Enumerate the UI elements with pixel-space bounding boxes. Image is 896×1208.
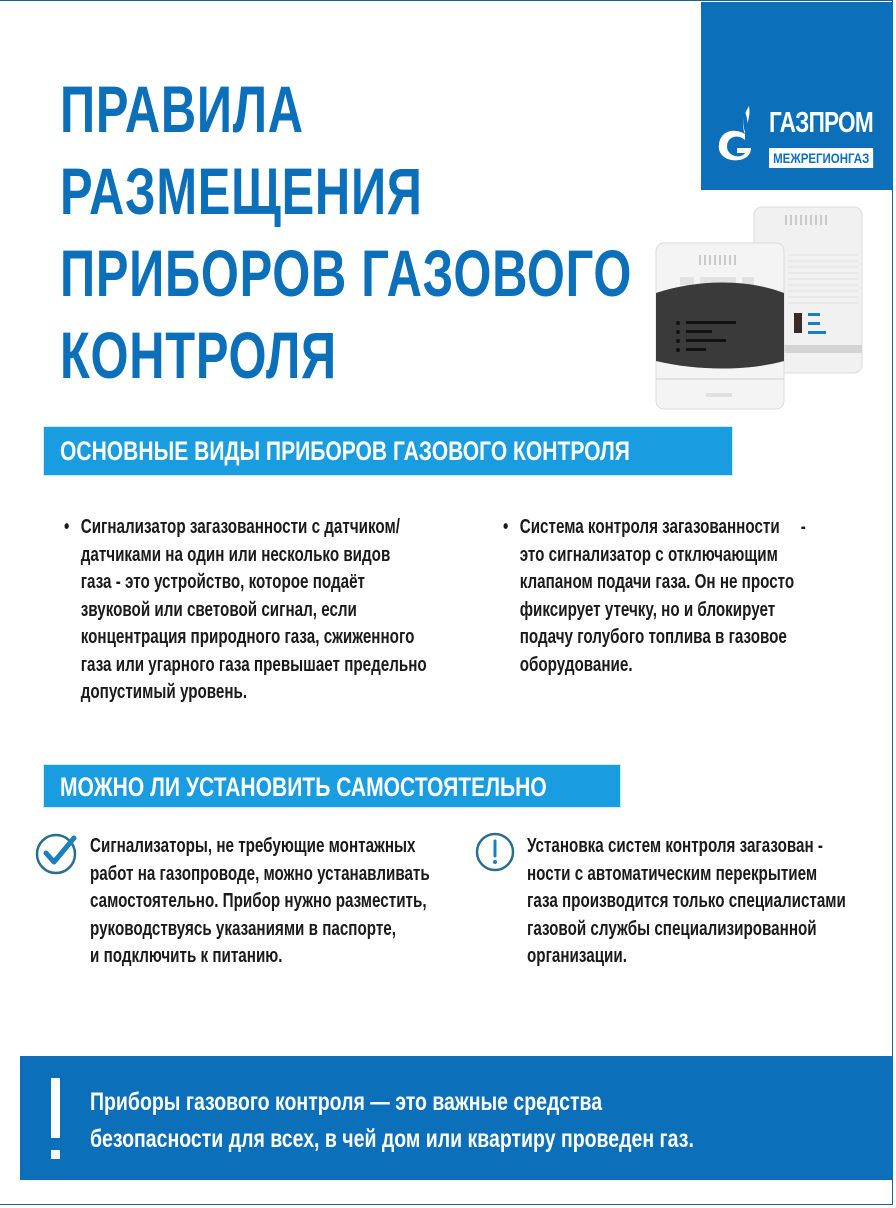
section-heading-text: МОЖНО ЛИ УСТАНОВИТЬ САМОСТОЯТЕЛЬНО — [60, 772, 547, 802]
text-line — [503, 514, 806, 542]
text-line: и подключить к питанию. — [90, 945, 283, 967]
text-line: это сигнализатор с отключающим — [519, 543, 778, 566]
text-line: руководствуясь указаниями в паспорте, — [90, 917, 396, 940]
text-line: оборудование. — [519, 653, 633, 676]
text-line-content: Система контроля загазованности - — [519, 516, 806, 538]
text-line: Установка систем контроля загазован - — [527, 835, 823, 857]
footer-callout — [20, 1056, 893, 1180]
title-line: ПРАВИЛА — [60, 72, 304, 146]
section-heading-device-types — [44, 427, 732, 475]
title-line: РАЗМЕЩЕНИЯ — [60, 154, 423, 228]
text-line: Приборы газового контроля — это важные средства — [90, 1088, 603, 1116]
logo-subtitle: МЕЖРЕГИОНГАЗ — [769, 148, 873, 168]
bullet-icon: • — [503, 516, 509, 538]
text-line: допустимый уровень. — [80, 681, 248, 703]
device-type-item-detector — [64, 514, 427, 707]
text-line: газа или угарного газа превышает предельно — [80, 653, 427, 676]
checkmark-circle-icon — [34, 830, 80, 876]
gas-detector-devices-icon — [648, 205, 868, 415]
gazprom-logo — [701, 2, 893, 190]
text-line: звуковой или световой сигнал, если — [80, 598, 357, 621]
bullet-icon: • — [64, 516, 70, 538]
text-line: безопасности для всех, в чей дом или квартиру проведен газ. — [90, 1125, 694, 1153]
text-line: клапаном подачи газа. Он не просто — [519, 571, 795, 593]
text-line: газа - это устройство, которое подаёт — [80, 571, 365, 593]
text-line: организации. — [527, 945, 627, 967]
text-line-content: Сигнализатор загазованности с датчиком/ — [80, 516, 400, 538]
device-type-item-control-system — [503, 514, 806, 679]
text-line: Сигнализаторы, не требующие монтажных — [90, 835, 416, 857]
gazprom-flame-g-icon — [715, 104, 763, 162]
text-line: самостоятельно. Прибор нужно разместить, — [90, 890, 427, 912]
text-line: работ на газопроводе, можно устанавливать — [90, 862, 430, 885]
exclamation-circle-icon — [475, 830, 519, 874]
title-line: ПРИБОРОВ ГАЗОВОГО — [60, 236, 633, 310]
footer-message — [90, 1084, 694, 1158]
page-title — [60, 68, 632, 396]
text-line: подачу голубого топлива в газовое — [519, 626, 787, 648]
exclamation-mark-icon — [51, 1078, 60, 1138]
text-line: ности с автоматическим перекрытием — [527, 862, 818, 885]
logo-name: ГАЗПРОМ — [769, 107, 873, 139]
text-line: фиксирует утечку, но и блокирует — [519, 598, 776, 621]
self-install-item-specialist-only — [527, 833, 846, 971]
title-line: КОНТРОЛЯ — [60, 318, 337, 392]
section-heading-text: ОСНОВНЫЕ ВИДЫ ПРИБОРОВ ГАЗОВОГО КОНТРОЛЯ — [60, 436, 630, 466]
text-line: концентрация природного газа, сжиженного — [80, 626, 415, 648]
text-line — [64, 514, 427, 542]
text-line: газа производится только специалистами — [527, 890, 846, 912]
text-line: газовой службы специализированной — [527, 917, 817, 940]
self-install-item-allowed — [90, 833, 430, 971]
section-heading-self-install — [44, 765, 620, 807]
text-line: датчиками на один или несколько видов — [80, 543, 391, 566]
exclamation-dot-icon — [51, 1150, 60, 1159]
